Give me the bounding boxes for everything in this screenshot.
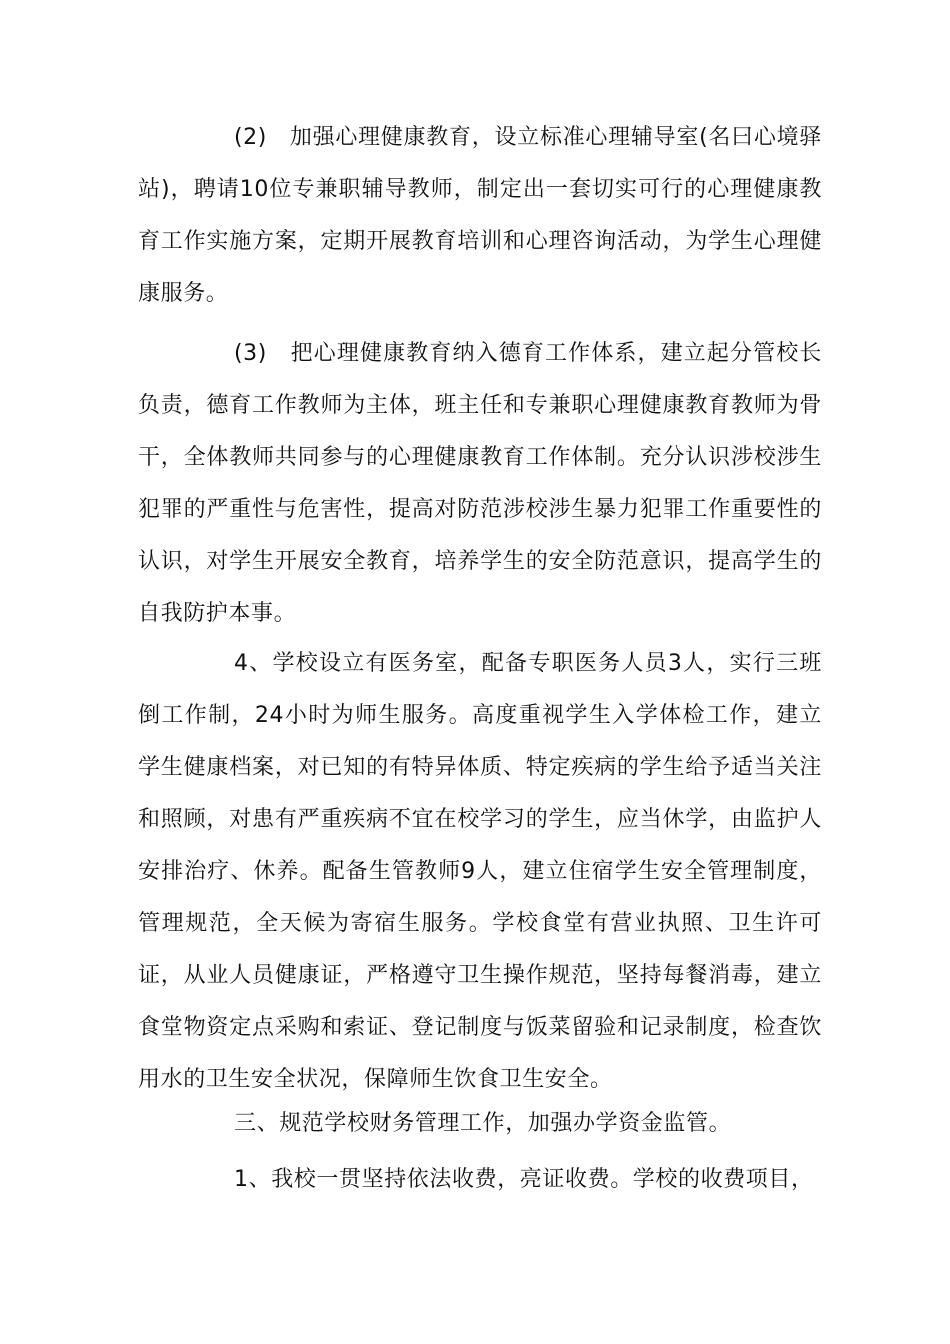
paragraph-fee-collection: 1、我校一贯坚持依法收费，亮证收费。学校的收费项目， bbox=[234, 1167, 814, 1192]
paragraph-medical-room: 4、学校设立有医务室，配备专职医务人员3人，实行三班倒工作制，24小时为师生服务。高度重视学生入学体检工作，建立学生健康档案，对已知的有特异体质、特定疾病的学生给予适当关注和照顾，对患有严重疾病不宜在校学习的学生，应当休学，由监护人安排治疗、休养。配备生管教师9人，建立住宿学生安全管理制度，管理规范，全天候为寄宿生服务。学校食堂有营业执照、卫生许可证，从业人员健康证，严格遵守卫生操作规范，坚持每餐消毒，建立食堂物资定点采购和索证、登记制度与饭菜留验和记录制度，检查饮用水的卫生安全状况，保障师生饮食卫生安全。 bbox=[138, 651, 822, 1092]
paragraph-moral-education-system: (3) 把心理健康教育纳入德育工作体系，建立起分管校长负责，德育工作教师为主体，班主任和专兼职心理健康教育教师为骨干，全体教师共同参与的心理健康教育工作体制。充分认识涉校涉生犯罪的严重性与危害性，提高对防范涉校涉生暴力犯罪工作重要性的认识，对学生开展安全教育，培养学生的安全防范意识，提高学生的自我防护本事。 bbox=[138, 341, 822, 626]
section-heading-finance: 三、规范学校财务管理工作，加强办学资金监管。 bbox=[234, 1111, 732, 1136]
paragraph-psychological-counseling-room: (2) 加强心理健康教育，设立标准心理辅导室(名曰心境驿站)，聘请10位专兼职辅导教师，制定出一套切实可行的心理健康教育工作实施方案，定期开展教育培训和心理咨询活动，为学生心理健康服务。 bbox=[138, 125, 822, 306]
